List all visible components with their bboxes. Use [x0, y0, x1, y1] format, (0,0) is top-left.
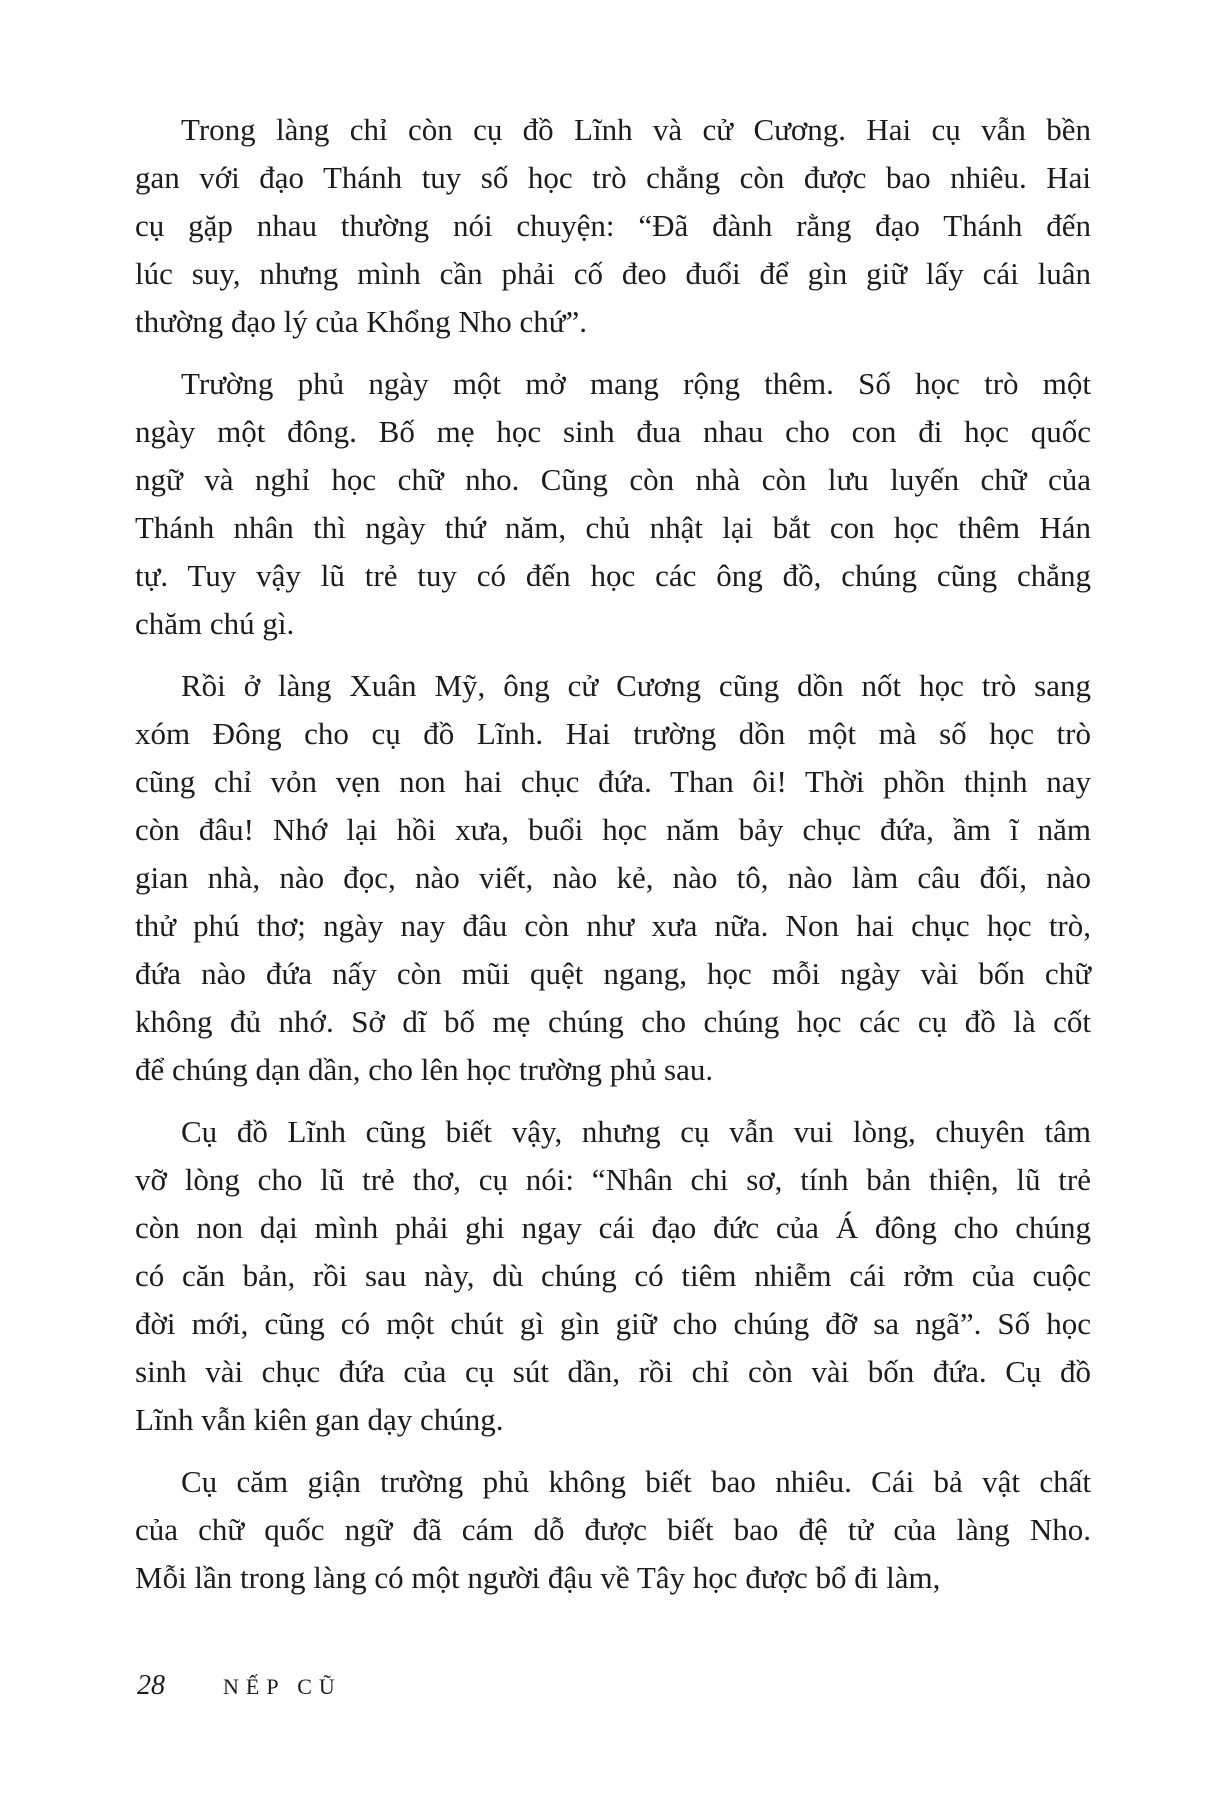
text-line: Thánh nhân thì ngày thứ năm, chủ nhật lại bắt con học thêm Hán [135, 510, 1091, 545]
paragraph [135, 106, 1091, 346]
text-line: Trường phủ ngày một mở mang rộng thêm. Số học trò một [181, 366, 1091, 401]
text-line: ngày một đông. Bố mẹ học sinh đua nhau cho con đi học quốc [135, 414, 1091, 449]
text-line: Cụ căm giận trường phủ không biết bao nhiêu. Cái bả vật chất [181, 1464, 1091, 1499]
text-line: thử phú thơ; ngày nay đâu còn như xưa nữa. Non hai chục học trò, [135, 908, 1091, 943]
text-line: còn non dại mình phải ghi ngay cái đạo đức của Á đông cho chúng [135, 1210, 1091, 1245]
text-line: vỡ lòng cho lũ trẻ thơ, cụ nói: “Nhân chi sơ, tính bản thiện, lũ trẻ [135, 1162, 1091, 1197]
page-footer [137, 1670, 342, 1702]
text-line: Trong làng chỉ còn cụ đồ Lĩnh và cử Cương. Hai cụ vẫn bền [181, 112, 1091, 147]
text-line: Rồi ở làng Xuân Mỹ, ông cử Cương cũng dồn nốt học trò sang [181, 668, 1091, 703]
text-line: còn đâu! Nhớ lại hồi xưa, buổi học năm bảy chục đứa, ầm ĩ năm [135, 812, 1091, 847]
text-line: chăm chú gì. [135, 606, 295, 641]
text-line: tự. Tuy vậy lũ trẻ tuy có đến học các ông đồ, chúng cũng chẳng [135, 558, 1091, 593]
text-line: Cụ đồ Lĩnh cũng biết vậy, nhưng cụ vẫn vui lòng, chuyên tâm [181, 1114, 1091, 1149]
text-line: gan với đạo Thánh tuy số học trò chẳng còn được bao nhiêu. Hai [135, 160, 1091, 195]
paragraph [135, 1458, 1091, 1602]
page-body-text [135, 106, 1091, 1616]
text-line: xóm Đông cho cụ đồ Lĩnh. Hai trường dồn một mà số học trò [135, 716, 1091, 751]
text-line: đứa nào đứa nấy còn mũi quệt ngang, học mỗi ngày vài bốn chữ [135, 956, 1091, 991]
page-number: 28 [137, 1670, 165, 1701]
text-line: cũng chỉ vỏn vẹn non hai chục đứa. Than ôi! Thời phồn thịnh nay [135, 764, 1091, 799]
text-line: lúc suy, nhưng mình cần phải cố đeo đuổi để gìn giữ lấy cái luân [135, 256, 1091, 291]
text-line: gian nhà, nào đọc, nào viết, nào kẻ, nào tô, nào làm câu đối, nào [135, 860, 1091, 895]
text-line: thường đạo lý của Khổng Nho chứ”. [135, 304, 588, 339]
text-line: cụ gặp nhau thường nói chuyện: “Đã đành rằng đạo Thánh đến [135, 208, 1091, 243]
running-title: NẾP CŨ [223, 1674, 342, 1699]
text-line: sinh vài chục đứa của cụ sút dần, rồi chỉ còn vài bốn đứa. Cụ đồ [135, 1354, 1091, 1389]
text-line: có căn bản, rồi sau này, dù chúng có tiêm nhiễm cái rởm của cuộc [135, 1258, 1091, 1293]
text-line: Lĩnh vẫn kiên gan dạy chúng. [135, 1402, 504, 1437]
text-line: của chữ quốc ngữ đã cám dỗ được biết bao đệ tử của làng Nho. [135, 1512, 1091, 1547]
text-line: để chúng dạn dần, cho lên học trường phủ sau. [135, 1052, 714, 1087]
paragraph [135, 662, 1091, 1094]
text-line: Mỗi lần trong làng có một người đậu về Tây học được bổ đi làm, [135, 1560, 941, 1595]
text-line: ngữ và nghỉ học chữ nho. Cũng còn nhà còn lưu luyến chữ của [135, 462, 1091, 497]
text-line: đời mới, cũng có một chút gì gìn giữ cho chúng đỡ sa ngã”. Số học [135, 1306, 1091, 1341]
text-line: không đủ nhớ. Sở dĩ bố mẹ chúng cho chúng học các cụ đồ là cốt [135, 1004, 1091, 1039]
paragraph [135, 1108, 1091, 1444]
paragraph [135, 360, 1091, 648]
